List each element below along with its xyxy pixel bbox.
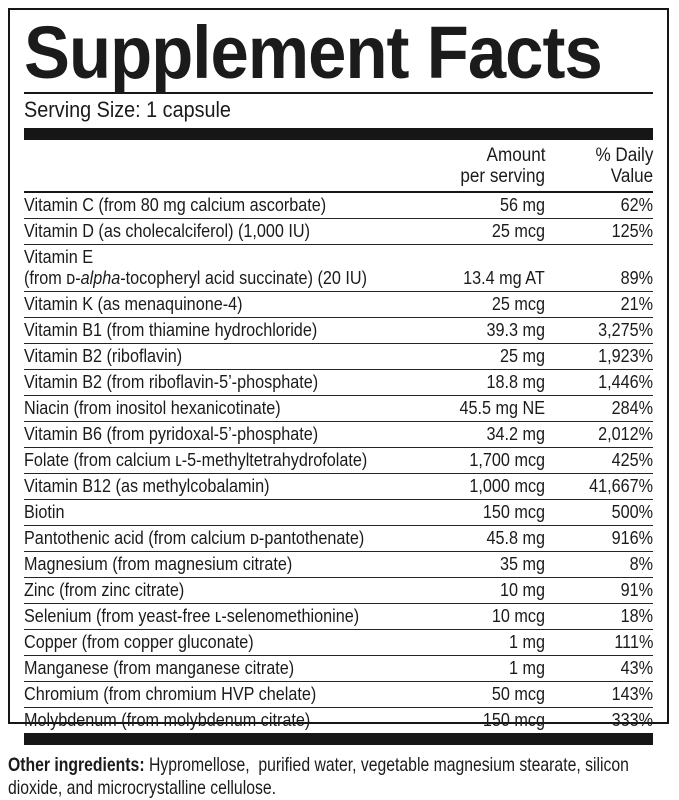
nutrient-dv-cell [545, 502, 653, 523]
table-row [24, 552, 653, 578]
nutrient-dv-cell [545, 450, 653, 471]
nutrient-name-cell [24, 554, 395, 575]
nutrient-amount: 150 mcg [482, 710, 545, 730]
nutrient-dv-cell [545, 606, 653, 627]
nutrient-amount: 10 mg [499, 580, 545, 600]
nutrient-dv-cell [545, 268, 653, 289]
nutrient-name-cell [24, 528, 395, 549]
table-row [24, 500, 653, 526]
nutrient-name-cell [24, 195, 395, 216]
nutrient-name-line1 [24, 372, 395, 393]
nutrient-amount: 1 mg [508, 632, 545, 652]
table-row [24, 630, 653, 656]
nutrient-amount-cell [395, 658, 545, 679]
nutrient-amount-cell [395, 450, 545, 471]
nutrient-dv-cell [545, 398, 653, 419]
thick-divider-bottom [24, 733, 653, 745]
nutrient-name: Vitamin K (as menaquinone-4) [24, 294, 243, 314]
nutrient-name-cell [24, 450, 395, 471]
nutrient-dv-cell [545, 346, 653, 367]
table-row [24, 219, 653, 245]
nutrient-name-cell [24, 247, 395, 289]
thick-divider-top [24, 128, 653, 140]
nutrient-dv-cell [545, 195, 653, 216]
nutrient-amount-cell [395, 372, 545, 393]
nutrient-daily-value: 143% [611, 684, 653, 704]
nutrient-amount: 1,000 mcg [469, 476, 545, 496]
table-row [24, 370, 653, 396]
nutrient-name: Vitamin E [24, 247, 94, 267]
nutrient-daily-value: 43% [620, 658, 653, 678]
table-row [24, 526, 653, 552]
nutrient-name: Zinc (from zinc citrate) [24, 580, 185, 600]
nutrient-daily-value: 333% [611, 710, 653, 730]
nutrient-daily-value: 21% [620, 294, 653, 314]
nutrient-amount-cell [395, 320, 545, 341]
nutrient-amount-cell [395, 294, 545, 315]
nutrient-amount-cell [395, 632, 545, 653]
nutrient-name-line2-text [24, 268, 367, 289]
table-row [24, 193, 653, 219]
nutrient-amount: 150 mcg [482, 502, 545, 522]
table-row [24, 245, 653, 292]
nutrient-amount: 56 mg [499, 195, 545, 215]
nutrient-name-line1 [24, 294, 395, 315]
nutrient-dv-cell [545, 632, 653, 653]
nutrient-amount-cell [395, 528, 545, 549]
facts-header-row [24, 140, 653, 193]
table-row [24, 422, 653, 448]
other-ingredients-label: Other ingredients: [8, 753, 145, 776]
nutrient-amount: 25 mg [499, 346, 545, 366]
nutrient-name: Folate (from calcium ʟ-5-methyltetrahydrofolate) [24, 450, 368, 470]
nutrient-name-cell [24, 221, 395, 242]
table-row [24, 318, 653, 344]
nutrient-amount: 39.3 mg [486, 320, 545, 340]
header-amount-line1: Amount [486, 145, 545, 166]
nutrient-name-part: -tocopheryl acid succinate) (20 IU) [120, 268, 367, 288]
nutrient-dv-cell [545, 372, 653, 393]
nutrient-daily-value: 425% [611, 450, 653, 470]
nutrient-name: Chromium (from chromium HVP chelate) [24, 684, 317, 704]
nutrient-name: Vitamin C (from 80 mg calcium ascorbate) [24, 195, 327, 215]
nutrient-name-line1 [24, 554, 395, 575]
nutrient-daily-value: 3,275% [598, 320, 653, 340]
nutrient-amount-cell [395, 502, 545, 523]
nutrient-name-cell [24, 476, 395, 497]
nutrient-daily-value: 62% [620, 195, 653, 215]
header-dv-column [545, 145, 653, 187]
nutrient-name-cell [24, 294, 395, 315]
nutrient-name-line1 [24, 528, 395, 549]
facts-rows [24, 193, 653, 733]
nutrient-daily-value: 111% [613, 632, 653, 652]
nutrient-amount-cell [395, 710, 545, 731]
nutrient-name-line1 [24, 398, 395, 419]
nutrient-amount: 34.2 mg [486, 424, 545, 444]
nutrient-daily-value: 1,923% [598, 346, 653, 366]
nutrient-name: Manganese (from manganese citrate) [24, 658, 295, 678]
nutrient-name: Niacin (from inositol hexanicotinate) [24, 398, 281, 418]
nutrient-amount-cell [395, 476, 545, 497]
nutrient-name: Magnesium (from magnesium citrate) [24, 554, 293, 574]
nutrient-name: Vitamin B2 (from riboflavin-5’-phosphate) [24, 372, 319, 392]
nutrient-name: Pantothenic acid (from calcium ᴅ-pantothenate) [24, 528, 365, 548]
header-dv-line2: Value [610, 166, 653, 187]
nutrient-name: Vitamin D (as cholecalciferol) (1,000 IU) [24, 221, 311, 241]
nutrient-amount: 35 mg [499, 554, 545, 574]
nutrient-amount-cell [395, 554, 545, 575]
nutrient-name-cell [24, 580, 395, 601]
nutrient-daily-value: 1,446% [598, 372, 653, 392]
nutrient-name: Biotin [24, 502, 65, 522]
nutrient-dv-cell [545, 424, 653, 445]
table-row [24, 474, 653, 500]
table-row [24, 682, 653, 708]
nutrient-name: Vitamin B2 (riboflavin) [24, 346, 183, 366]
nutrient-name-line1 [24, 195, 395, 216]
serving-size [24, 94, 653, 127]
nutrient-dv-cell [545, 294, 653, 315]
table-row [24, 578, 653, 604]
nutrient-daily-value: 2,012% [598, 424, 653, 444]
nutrient-dv-cell [545, 476, 653, 497]
nutrient-name-line1 [24, 247, 395, 268]
header-amount-column [395, 145, 545, 187]
nutrient-name-line1 [24, 450, 395, 471]
nutrient-name-line1 [24, 606, 395, 627]
nutrient-name-line1 [24, 502, 395, 523]
table-row [24, 448, 653, 474]
panel-title: Supplement Facts [24, 11, 602, 94]
nutrient-name-cell [24, 372, 395, 393]
nutrient-name-line1 [24, 580, 395, 601]
nutrient-daily-value: 8% [629, 554, 653, 574]
table-row [24, 708, 653, 733]
nutrient-name-line1 [24, 424, 395, 445]
nutrient-amount: 10 mcg [491, 606, 545, 626]
nutrient-amount: 50 mcg [491, 684, 545, 704]
nutrient-amount-cell [395, 221, 545, 242]
nutrient-name: Vitamin B6 (from pyridoxal-5’-phosphate) [24, 424, 319, 444]
nutrient-name: Vitamin B1 (from thiamine hydrochloride) [24, 320, 318, 340]
nutrient-name-line1 [24, 221, 395, 242]
nutrient-name: Molybdenum (from molybdenum citrate) [24, 710, 311, 730]
nutrient-name-line1 [24, 320, 395, 341]
nutrient-amount-cell [395, 684, 545, 705]
serving-size-text: Serving Size: 1 capsule [24, 97, 231, 122]
nutrient-name-cell [24, 320, 395, 341]
nutrient-daily-value: 125% [611, 221, 653, 241]
nutrient-name-cell [24, 502, 395, 523]
nutrient-daily-value: 284% [611, 398, 653, 418]
nutrient-name-cell [24, 684, 395, 705]
header-amount-line2: per serving [460, 166, 545, 187]
nutrient-amount-cell [395, 195, 545, 216]
nutrient-amount: 45.8 mg [486, 528, 545, 548]
nutrient-name-line1 [24, 632, 395, 653]
nutrient-amount-cell [395, 606, 545, 627]
nutrient-name-cell [24, 424, 395, 445]
nutrient-amount: 1,700 mcg [469, 450, 545, 470]
nutrient-dv-cell [545, 658, 653, 679]
nutrient-dv-cell [545, 710, 653, 731]
nutrient-daily-value: 18% [620, 606, 653, 626]
nutrient-name-line1 [24, 658, 395, 679]
nutrient-amount: 1 mg [508, 658, 545, 678]
nutrient-dv-cell [545, 320, 653, 341]
nutrient-name-cell [24, 346, 395, 367]
nutrient-name: Vitamin B12 (as methylcobalamin) [24, 476, 270, 496]
table-row [24, 396, 653, 422]
other-ingredients [8, 754, 671, 800]
nutrient-amount: 25 mcg [491, 294, 545, 314]
nutrient-name-cell [24, 398, 395, 419]
nutrient-dv-cell [545, 528, 653, 549]
nutrient-name-line2 [24, 268, 395, 289]
nutrient-daily-value: 91% [620, 580, 653, 600]
nutrient-amount-cell [395, 580, 545, 601]
table-row [24, 292, 653, 318]
nutrient-amount: 45.5 mg NE [459, 398, 545, 418]
nutrient-dv-cell [545, 684, 653, 705]
nutrient-dv-cell [545, 554, 653, 575]
nutrient-amount: 25 mcg [491, 221, 545, 241]
nutrient-name-line1 [24, 476, 395, 497]
nutrient-amount-cell [395, 268, 545, 289]
nutrient-name-cell [24, 606, 395, 627]
nutrient-name-cell [24, 710, 395, 731]
supplement-facts-panel [8, 8, 669, 730]
nutrient-amount-cell [395, 424, 545, 445]
nutrient-name-line1 [24, 346, 395, 367]
other-ingredients-text: Hypromellose, purified water, vegetable magnesium stearate, silicon dioxide, and microcrystalline cellulose. [8, 753, 634, 799]
nutrient-name-line1 [24, 710, 395, 731]
nutrient-daily-value: 916% [611, 528, 653, 548]
nutrient-amount: 18.8 mg [486, 372, 545, 392]
nutrient-name-part: (from ᴅ- [24, 268, 81, 288]
nutrient-daily-value: 500% [611, 502, 653, 522]
nutrient-name-cell [24, 658, 395, 679]
header-dv-line1: % Daily [595, 145, 653, 166]
nutrient-amount-cell [395, 398, 545, 419]
nutrient-dv-cell [545, 580, 653, 601]
table-row [24, 656, 653, 682]
nutrient-amount: 13.4 mg AT [463, 268, 545, 288]
nutrient-name-cell [24, 632, 395, 653]
nutrient-name-italic-part: alpha [80, 268, 121, 288]
table-row [24, 344, 653, 370]
nutrient-amount-cell [395, 346, 545, 367]
panel-title-block [24, 10, 653, 94]
nutrient-daily-value: 89% [620, 268, 653, 288]
nutrient-name: Copper (from copper gluconate) [24, 632, 254, 652]
nutrient-name-line1 [24, 684, 395, 705]
table-row [24, 604, 653, 630]
nutrient-daily-value: 41,667% [589, 476, 653, 496]
nutrient-name: Selenium (from yeast-free ʟ-selenomethionine) [24, 606, 360, 626]
nutrient-dv-cell [545, 221, 653, 242]
